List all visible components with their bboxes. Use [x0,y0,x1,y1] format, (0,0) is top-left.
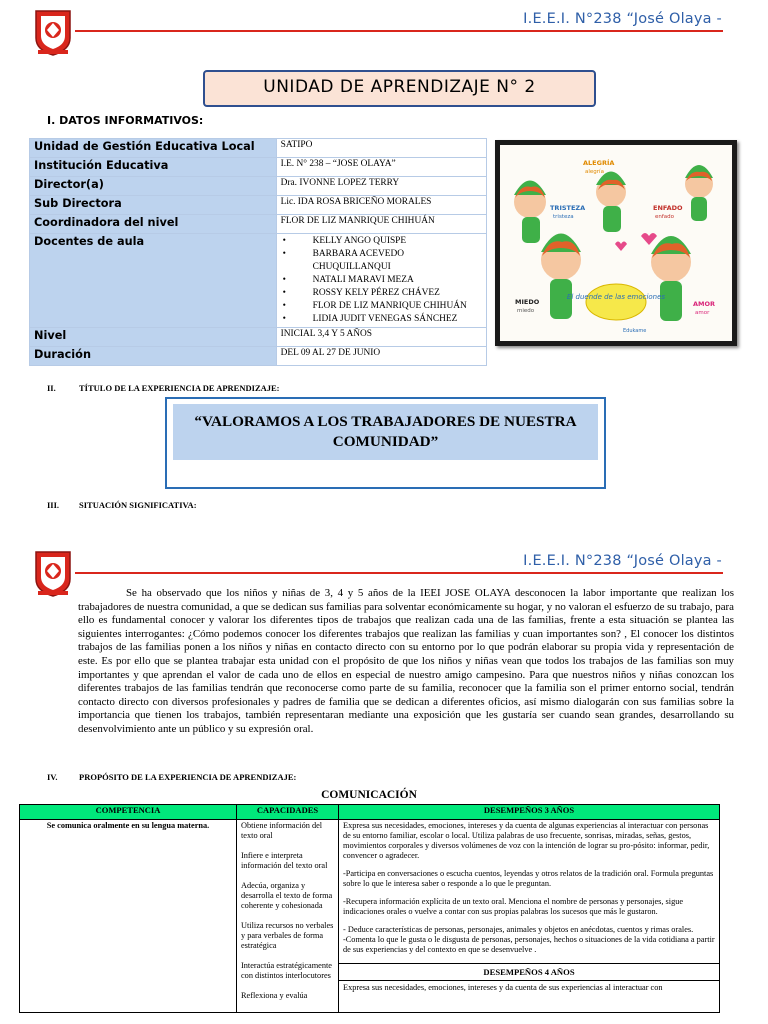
list-item: • FLOR DE LIZ MANRIQUE CHIHUÁN [281,300,482,313]
emotion-sublabel: amor [695,310,710,316]
desempenos-4-header: DESEMPEÑOS 4 AÑOS [339,963,719,981]
info-key: Institución Educativa [30,158,277,177]
school-header-text: I.E.E.I. N°238 “José Olaya - [523,11,722,27]
school-logo [33,549,73,597]
header-rule [75,572,723,574]
school-header-text: I.E.E.I. N°238 “José Olaya - [523,553,722,569]
info-key: Duración [30,347,277,366]
competencies-table [19,804,720,1013]
capacidad-item: Infiere e interpreta información del texto oral [241,851,328,870]
emotion-sublabel: enfado [655,214,675,220]
info-row [30,158,487,177]
info-row [30,139,487,158]
info-value: FLOR DE LIZ MANRIQUE CHIHUÁN [276,215,486,234]
situation-paragraph: Se ha observado que los niños y niñas de 3, 4 y 5 años de la IEEI JOSE OLAYA desconocen la labor importante que realizan los trabajadores de nuestra comunidad, a que se dedican sus familias para solventar económicamente su hogar, y no valoran el esfuerzo de su trabajo, para ello es fundamental conocer y valorar los diferentes tipos de trabajos que realizan cada una de las familias, frente a esta situación se plantea las siguientes interrogantes: ¿Cómo podemos conocer los diferentes trabajos que realizan las familias y cuan importantes son? , El conocer los distintos trabajos de las familias ponen a los niños y niñas en contacto directo con su entorno por lo que podrán elaborar su propia vida y representación de este. Es por ello que se plantea trabajar esta unidad con el propósito de que los niños y niñas vean que todos los trabajos de las familias son muy importantes y que aprendan el valor de cada uno de ellos en especial de nuestro amigo campesino. Para que nuestros niños y niñas conozcan los diferentes trabajos de las familias tendrán que reconocerse como parte de su familia, reconocer que la familia son el primer entorno social, tendrán contacto directo con diversos profesionales y padres de familia que se dedican a diferentes oficios, así mismo dialogarán con sus familias sobre la importancia que tienen los trabajos, también representaran mediante una exposición que les gustaría ser cuando sean grandes, desarrollando su desenvolvimiento ante un público y su expresión oral. [78,587,734,735]
competencia-cell: Se comunica oralmente en su lengua materna. [20,820,237,1013]
emotion-label: ALEGRÍA [583,159,615,167]
capacidad-item: Utiliza recursos no verbales y para verbales de forma estratégica [241,921,334,950]
school-logo [33,8,73,56]
list-item: • LIDIA JUDIT VENEGAS SÁNCHEZ [281,313,482,326]
capacidad-item: Adecúa, organiza y desarrolla el texto de forma coherente y cohesionada [241,881,333,910]
section-4-number: IV. [47,772,58,782]
header-rule [75,30,723,32]
info-key: Director(a) [30,177,277,196]
desempeno-item: -Comenta lo que le gusta o le disgusta de personas, personajes, hechos o situaciones de la vida cotidiana a partir de sus experiencias y del contexto en que se desenvuelve . [343,935,715,954]
section-3-label: SITUACIÓN SIGNIFICATIVA: [79,500,197,510]
info-row [30,328,487,347]
column-header: CAPACIDADES [237,805,339,820]
emotion-label: TRISTEZA [550,204,586,212]
info-row [30,347,487,366]
info-value: INICIAL 3,4 Y 5 AÑOS [276,328,486,347]
table-header-row [20,805,720,820]
emotion-sublabel: alegría [585,169,604,175]
info-value: Dra. IVONNE LOPEZ TERRY [276,177,486,196]
info-key: Nivel [30,328,277,347]
info-row [30,215,487,234]
capacidad-item: Obtiene información del texto oral [241,821,323,840]
experience-title: “VALORAMOS A LOS TRABAJADORES DE NUESTRA COMUNIDAD” [173,404,598,460]
info-row [30,196,487,215]
info-key: Coordinadora del nivel [30,215,277,234]
area-title: COMUNICACIÓN [321,789,417,801]
desempeno-item: -Recupera información explícita de un texto oral. Menciona el nombre de personas y personajes, sigue indicaciones orales o vuelve a contar con sus propias palabras los sucesos que más le gustaron. [343,897,684,916]
column-header: COMPETENCIA [20,805,237,820]
section-datos-informativos: I. DATOS INFORMATIVOS: [47,114,204,127]
info-value: I.E. N° 238 – “JOSE OLAYA” [276,158,486,177]
capacidad-item: Reflexiona y evalúa [241,991,308,1000]
info-row-teachers [30,234,487,328]
emotion-label: AMOR [693,300,716,308]
emotion-label: MIEDO [515,298,540,306]
info-key: Docentes de aula [30,234,277,328]
info-key: Sub Directora [30,196,277,215]
brand-label: Edukame [623,328,647,334]
section-2-label: TÍTULO DE LA EXPERIENCIA DE APRENDIZAJE: [79,383,280,393]
list-item: • ROSSY KELY PÉREZ CHÁVEZ [281,287,482,300]
info-table [29,138,487,366]
list-item: • KELLY ANGO QUISPE [281,235,482,248]
emotion-sublabel: miedo [517,308,535,314]
section-4-label: PROPÓSITO DE LA EXPERIENCIA DE APRENDIZAJE: [79,772,297,782]
unit-title: UNIDAD DE APRENDIZAJE N° 2 [263,77,536,97]
section-3-number: III. [47,500,60,510]
info-value: SATIPO [276,139,486,158]
teacher-list [281,235,482,326]
experience-title-box [165,397,606,489]
desempeno-item: -Participa en conversaciones o escucha cuentos, leyendas y otros relatos de la tradición oral. Formula preguntas sobre lo que le interesa saber o responde a lo que le preguntan. [343,869,714,888]
info-key: Unidad de Gestión Educativa Local [30,139,277,158]
unit-title-box [203,70,596,107]
capacidad-item: Interactúa estratégicamente con distintos interlocutores [241,961,332,980]
info-value: DEL 09 AL 27 DE JUNIO [276,347,486,366]
list-item: • BARBARA ACEVEDO CHUQUILLANQUI [281,248,482,274]
center-label: El duende de las emociones [566,293,666,301]
teacher-list-cell [276,234,486,328]
capacidades-cell [237,820,339,1013]
emotion-label: ENFADO [653,204,683,212]
desempeno-item: - Deduce características de personas, personajes, animales y objetos en anécdotas, cuentos y rimas orales. [343,925,694,934]
desempeno-item: Expresa sus necesidades, emociones, intereses y da cuenta de sus experiencias al interactuar con [343,983,663,992]
desempeno-item: Expresa sus necesidades, emociones, intereses y da cuenta de algunas experiencias al interactuar con personas de su entorno familiar, escolar o local. Utiliza palabras de uso frecuente, sonrisas, miradas, señas, gestos, movimientos corporales y diversos volúmenes de voz con la intención de lograr su pro-pósito: informar, pedir, convencer o agradecer. [343,821,710,860]
list-item: • NATALI MARAVI MEZA [281,274,482,287]
info-value: Lic. IDA ROSA BRICEÑO MORALES [276,196,486,215]
emotion-sublabel: tristeza [553,214,574,220]
emotions-illustration [495,140,737,346]
section-2-number: II. [47,383,56,393]
table-row [20,820,720,1013]
desempenos-cell [339,820,720,1013]
info-row [30,177,487,196]
column-header: DESEMPEÑOS 3 AÑOS [339,805,720,820]
